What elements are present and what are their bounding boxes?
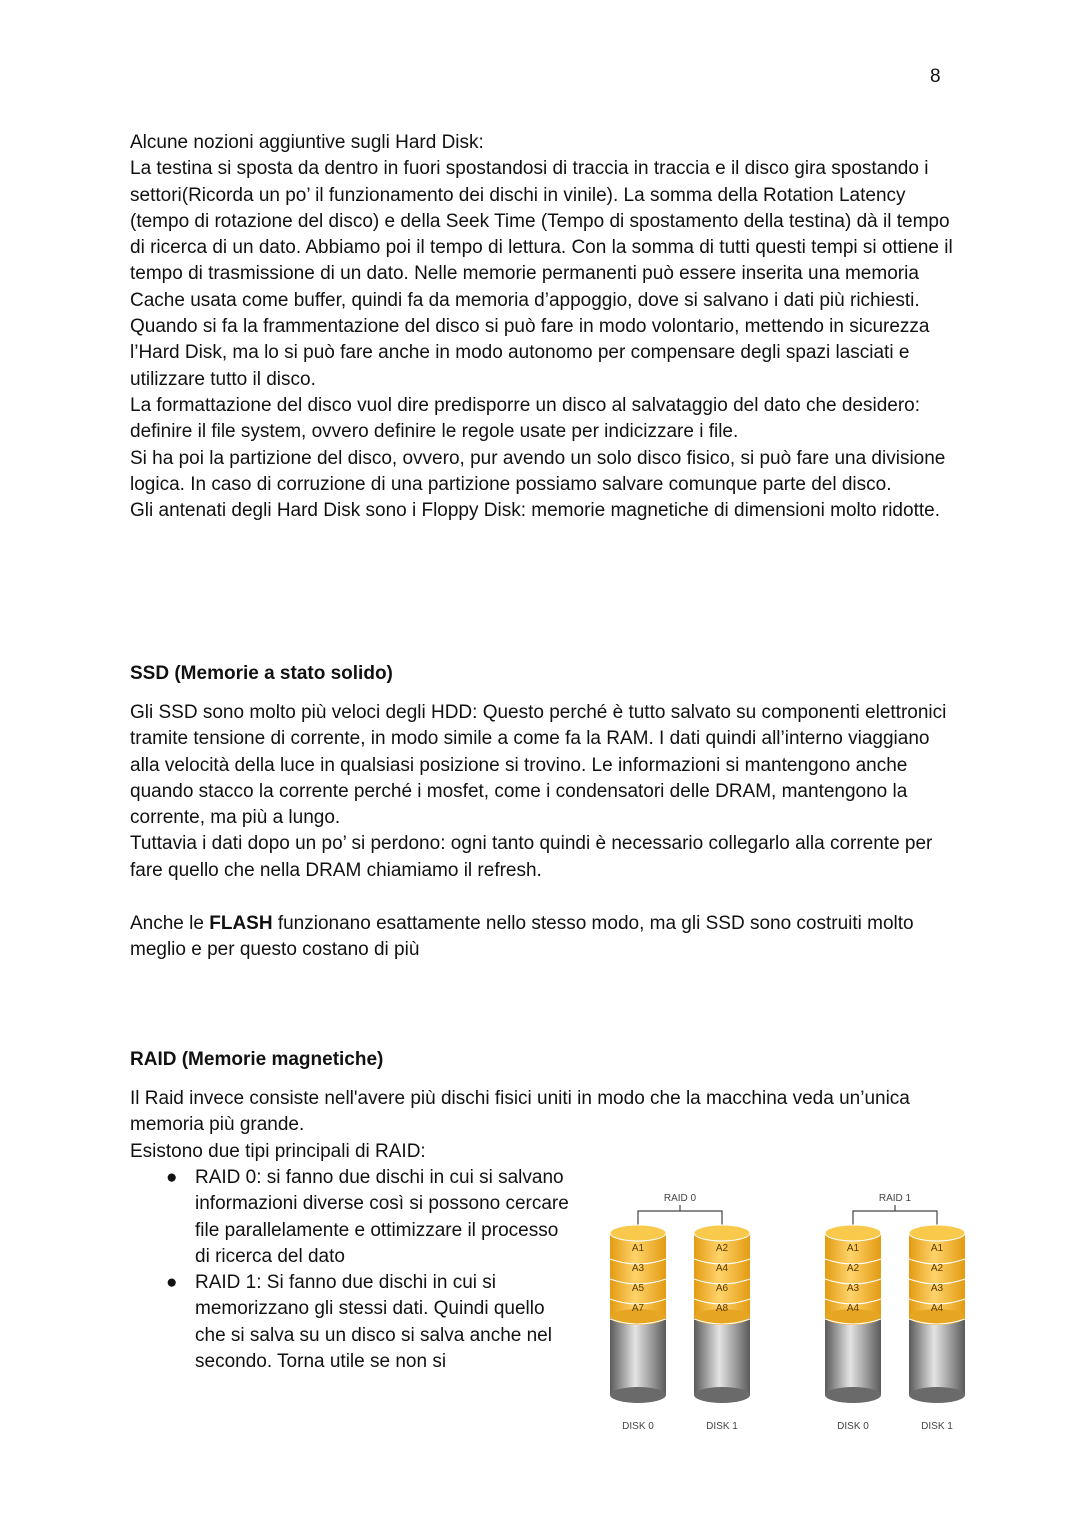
disk-block-label: A2: [715, 1243, 729, 1254]
list-item: [130, 1270, 570, 1375]
hdd-paragraph: Quando si fa la frammentazione del disco si può fare in modo volontario, mettendo in sicurezza l’Hard Disk, ma lo si può fare anche in modo autonomo per compensare degli spazi lasciati e utilizzare tutto il disco.: [130, 316, 930, 390]
disk-block-label: A1: [631, 1243, 645, 1254]
disk-block-label: A2: [846, 1263, 860, 1274]
disk-label: DISK 1: [921, 1421, 953, 1432]
raid-paragraph: Esistono due tipi principali di RAID:: [130, 1140, 426, 1162]
hdd-paragraph: Gli antenati degli Hard Disk sono i Floppy Disk: memorie magnetiche di dimensioni molto ridotte.: [130, 500, 940, 522]
disk-block-label: A3: [930, 1283, 944, 1294]
list-item: [130, 1165, 570, 1270]
disk-bottom: [909, 1387, 965, 1403]
disk-top: [825, 1225, 881, 1241]
disk-block-label: A4: [930, 1303, 944, 1314]
disk-block-label: A3: [846, 1283, 860, 1294]
disk-label: DISK 0: [837, 1421, 869, 1432]
disk-bottom: [610, 1387, 666, 1403]
flash-suffix: funzionano esattamente nello stesso modo, ma gli SSD sono costruiti molto meglio e per questo costano di più: [130, 913, 914, 961]
ssd-heading: SSD (Memorie a stato solido): [130, 663, 393, 684]
disk-block-label: A1: [930, 1243, 944, 1254]
raid-heading: RAID (Memorie magnetiche): [130, 1049, 384, 1070]
hdd-paragraph: Si ha poi la partizione del disco, ovvero, pur avendo un solo disco fisico, si può fare una divisione logica. In caso di corruzione di una partizione possiamo salvare comunque parte del disco.: [130, 447, 946, 495]
disk-top: [610, 1225, 666, 1241]
raid-body: [130, 1086, 960, 1165]
flash-paragraph: [130, 911, 960, 964]
disk-label: DISK 0: [622, 1421, 654, 1432]
raid-diagram: [600, 1185, 980, 1432]
list-item-text: RAID 0: si fanno due dischi in cui si salvano informazioni diverse così si possono cercare file parallelamente e ottimizzare il processo di ricerca del dato: [195, 1167, 569, 1267]
disk-block-label: A3: [631, 1263, 645, 1274]
disk-block-label: A1: [846, 1243, 860, 1254]
raid-bullet-list: [130, 1165, 570, 1375]
page-number: 8: [930, 66, 941, 87]
raid-paragraph: Il Raid invece consiste nell'avere più dischi fisici uniti in modo che la macchina veda un’unica memoria più grande.: [130, 1088, 910, 1136]
hdd-paragraph: La testina si sposta da dentro in fuori spostandosi di traccia in traccia e il disco gira spostando i settori(Ricorda un po’ il funzionamento dei dischi in vinile). La somma della Rotation Latency (tempo di rotazione del disco) e della Seek Time (Tempo di spostamento della testina) dà il tempo di ricerca di un dato. Abbiamo poi il tempo di lettura. Con la somma di tutti questi tempi si ottiene il tempo di trasmissione di un dato. Nelle memorie permanenti può essere inserita una memoria Cache usata come buffer, quindi fa da memoria d’appoggio, dove si salvano i dati più richiesti.: [130, 158, 953, 311]
flash-text: [130, 911, 960, 964]
disk-block-label: A7: [631, 1303, 645, 1314]
disk-bottom: [825, 1387, 881, 1403]
disk-bottom: [694, 1387, 750, 1403]
disk-top: [694, 1225, 750, 1241]
raid-group-title: RAID 0: [663, 1193, 697, 1204]
raid-group-title: RAID 1: [878, 1193, 912, 1204]
flash-prefix: Anche le: [130, 913, 210, 934]
ssd-body: [130, 700, 960, 884]
hdd-notes: [130, 130, 960, 524]
disk-block-label: A8: [715, 1303, 729, 1314]
disk-block-label: A6: [715, 1283, 729, 1294]
bullet-icon: ●: [166, 1272, 178, 1294]
disk-block-label: A2: [930, 1263, 944, 1274]
disk-block-label: A5: [631, 1283, 645, 1294]
list-item-text: RAID 1: Si fanno due dischi in cui si memorizzano gli stessi dati. Quindi quello che si salva su un disco si salva anche nel secondo. Torna utile se non si: [195, 1272, 552, 1373]
disk-block-label: A4: [846, 1303, 860, 1314]
disk-label: DISK 1: [706, 1421, 738, 1432]
flash-bold: FLASH: [209, 913, 273, 934]
ssd-paragraph: Gli SSD sono molto più veloci degli HDD: Questo perché è tutto salvato su componenti elettronici tramite tensione di corrente, in modo simile a come fa la RAM. I dati quindi all’interno viaggiano alla velocità della luce in qualsiasi posizione si trovino. Le informazioni si mantengono anche quando stacco la corrente perché i mosfet, come i condensatori delle DRAM, mantengono la corrente, ma più a lungo.: [130, 702, 947, 829]
disk-block-label: A4: [715, 1263, 729, 1274]
disk-top: [909, 1225, 965, 1241]
bullet-icon: ●: [166, 1167, 178, 1188]
hdd-paragraph: La formattazione del disco vuol dire predisporre un disco al salvataggio del dato che desidero: definire il file system, ovvero definire le regole usate per indicizzare i file.: [130, 394, 921, 443]
ssd-paragraph: Tuttavia i dati dopo un po’ si perdono: ogni tanto quindi è necessario collegarlo alla corrente per fare quello che nella DRAM chiamiamo il refresh.: [130, 833, 933, 881]
hdd-intro: Alcune nozioni aggiuntive sugli Hard Disk:: [130, 132, 484, 153]
